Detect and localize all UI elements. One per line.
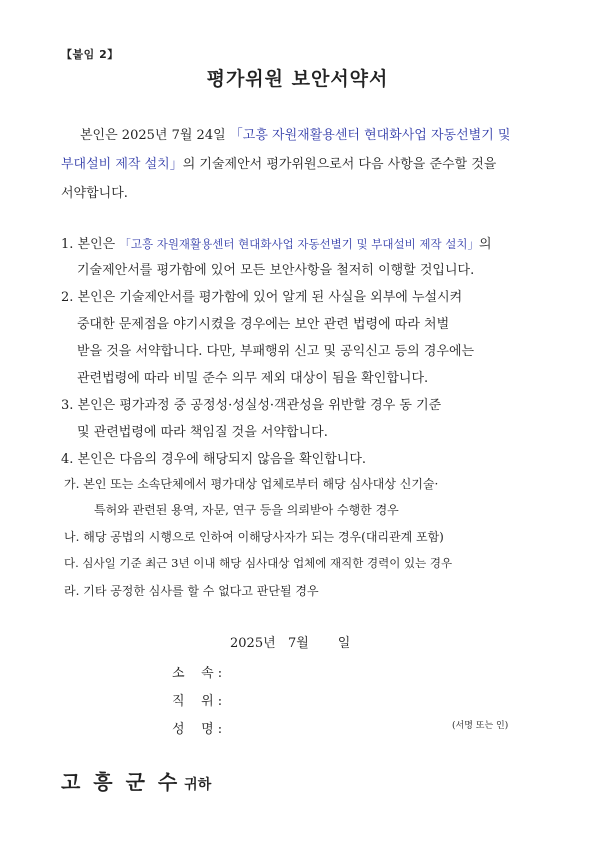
intro-line-3: 서약합니다.	[61, 186, 128, 201]
position-label: 직 위 :	[172, 694, 223, 709]
subitem-ra: 라. 기타 공정한 심사를 할 수 없다고 판단될 경우	[64, 584, 319, 598]
subitem-da: 다. 심사일 기준 최근 3년 이내 해당 심사대상 업체에 재직한 경력이 있는 경우	[64, 556, 453, 570]
project-name: 「고흥 자원재활용센터 현대화사업 자동선별기 및 부대설비 제작 설치」	[119, 237, 479, 251]
item-2-line-4: 관련법령에 따라 비밀 준수 의무 제외 대상이 됨을 확인합니다.	[77, 371, 429, 386]
intro-text: 본인은 2025년 7월 24일	[80, 128, 230, 143]
page-title: 평가위원 보안서약서	[206, 68, 389, 90]
recipient	[61, 766, 211, 795]
item-2-line-1: 2. 본인은 기술제안서를 평가함에 있어 알게 된 사실을 외부에 누설시켜	[61, 290, 463, 305]
item-4-line-1: 4. 본인은 다음의 경우에 해당되지 않음을 확인합니다.	[61, 452, 367, 467]
item-text: 1. 본인은	[61, 237, 120, 252]
signing-date: 2025년 7월 일	[230, 636, 351, 651]
item-1-line-2: 기술제안서를 평가함에 있어 모든 보안사항을 철저히 이행할 것입니다.	[77, 263, 475, 278]
seal-note: (서명 또는 인)	[452, 721, 509, 731]
recipient-suffix: 귀하	[184, 777, 212, 793]
item-3-line-2: 및 관련법령에 따라 책임질 것을 서약합니다.	[77, 425, 328, 440]
intro-line-1	[80, 124, 510, 143]
project-name: 부대설비 제작 설치」	[61, 157, 183, 172]
project-name: 「고흥 자원재활용센터 현대화사업 자동선별기 및	[229, 128, 511, 143]
subitem-ga-line-2: 특허와 관련된 용역, 자문, 연구 등을 의뢰받아 수행한 경우	[94, 503, 399, 517]
name-label: 성 명 :	[172, 722, 223, 737]
item-1-line-1	[61, 233, 492, 252]
intro-text: 의 기술제안서 평가위원으로서 다음 사항을 준수할 것을	[182, 157, 497, 172]
affiliation-label: 소 속 :	[172, 666, 223, 681]
item-2-line-2: 중대한 문제점을 야기시켰을 경우에는 보안 관련 법령에 따라 처벌	[77, 317, 450, 332]
subitem-na: 나. 해당 공법의 시행으로 인하여 이해당사자가 되는 경우(대리관계 포함)	[64, 530, 444, 544]
intro-line-2	[61, 153, 496, 172]
attachment-label: 【붙임 2】	[61, 48, 119, 61]
recipient-name: 고 흥 군 수	[61, 770, 181, 794]
item-2-line-3: 받을 것을 서약합니다. 다만, 부패행위 신고 및 공익신고 등의 경우에는	[77, 344, 475, 359]
subitem-ga-line-1: 가. 본인 또는 소속단체에서 평가대상 업체로부터 해당 심사대상 신기술·	[64, 477, 439, 491]
item-text: 의	[478, 237, 492, 252]
item-3-line-1: 3. 본인은 평가과정 중 공정성·성실성·객관성을 위반할 경우 동 기준	[61, 398, 442, 413]
